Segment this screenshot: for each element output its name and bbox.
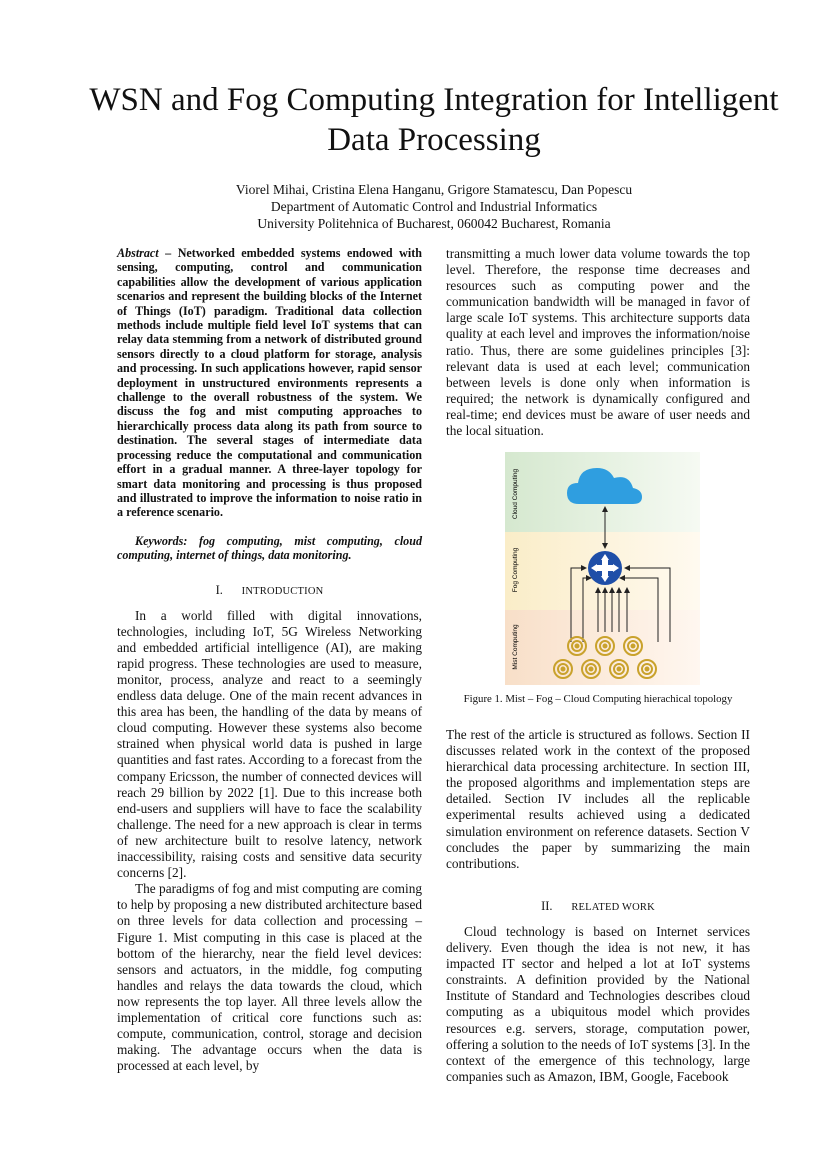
- intro-paragraph-1: In a world filled with digital innovations, technologies, including IoT, 5G Wireless Networking and embedded artificial intelligence (AI), are making rapid progress. These technologies are used to measure, monitor, process, analyze and react to a seemingly endless data deluge. One of the main recent advances in this area has been, the handling of the data by means of cloud computing. However these systems also become strained when physical world data is pushed in large quantities and fast rates. According to a forecast from the company Ericsson, the number of connected devices will reach 29 billion by 2022 [1]. Due to this increase both end-users and suppliers will have to face the scalability challenge. The need for a new approach is clear in terms of new architecture built to resolve latency, network inaccessibility, raising costs and sensitive data security concerns [2].: [117, 607, 422, 881]
- figure-topology: [505, 452, 700, 685]
- section-heading-related-work: [446, 898, 750, 916]
- section-title: RELATED WORK: [571, 901, 655, 913]
- section-title: INTRODUCTION: [241, 585, 324, 597]
- left-column: [117, 246, 422, 1074]
- right-column-top: [446, 246, 750, 439]
- author-block: [60, 181, 808, 232]
- authors: Viorel Mihai, Cristina Elena Hanganu, Grigore Stamatescu, Dan Popescu: [235, 182, 633, 197]
- abstract: [117, 246, 422, 520]
- section-heading-introduction: [117, 582, 422, 600]
- university: University Politehnica of Bucharest, 060042 Bucharest, Romania: [257, 216, 611, 231]
- topology-diagram: [505, 452, 700, 685]
- layer-label-fog: Fog Computing: [512, 547, 519, 593]
- abstract-text: – Networked embedded systems endowed with sensing, computing, control and communication capabilities allow the development of various application scenarios and represent the building blocks of the Internet of Things (IoT) paradigm. Traditional data collection methods include multiple field level IoT systems that can relay data stemming from a network of distributed ground sensors directly to a cloud platform for storage, analysis and processing. In such applications however, rapid sensor deployment in unstructured environments represents a challenge to the overall robustness of the system. We discuss the fog and mist computing approaches to hierarchically process data along its path from source to destination. The several stages of intermediate data processing reduce the computational and communication effort in a gradual manner. A three-layer topology for smart data monitoring and processing is thus proposed and illustrated to improve the information to noise ratio in a reference scenario.: [117, 246, 422, 520]
- figure-caption: Figure 1. Mist – Fog – Cloud Computing hierachical topology: [463, 693, 733, 705]
- right-paragraph-2: The rest of the article is structured as follows. Section II discusses related work in the context of the proposed hierarchical data processing architecture. In section III, the proposed algorithms and implementation steps are detailed. Section IV includes all the replicable experimental results achieved using a dedicated simulation environment on reference datasets. Section V concludes the paper by summarizing the main contributions.: [446, 727, 750, 871]
- layer-label-mist: Mist Computing: [512, 624, 519, 670]
- section-number: II.: [541, 898, 553, 913]
- right-paragraph-1: transmitting a much lower data volume towards the top level. Therefore, the response time decreases and resources such as computing power and the communication bandwidth will be managed in favor of large scale IoT systems. This architecture supports data quality at each level and improves the information/noise ratio. Thus, there are some guidelines principles [3]: relevant data is used at each level; communication between levels is done only when information is required; the network is dynamically configured and real-time; end devices must be aware of user needs and the local situation.: [446, 246, 750, 439]
- abstract-label: Abstract: [117, 246, 159, 260]
- section-number: I.: [215, 582, 223, 597]
- intro-paragraph-2: The paradigms of fog and mist computing are coming to help by proposing a new distributed architecture based on three levels for data collection and processing – Figure 1. Mist computing in this case is placed at the bottom of the hierarchy, near the field level devices: sensors and actuators, in the middle, fog computing handles and relays the data towards the cloud, which now represents the top layer. All three levels allow the implementation of critical core functions such as: compute, communication, control, storage and decision making. The advantage occurs when the data is processed at each level, by: [117, 881, 422, 1074]
- paper-title: WSN and Fog Computing Integration for Intelligent Data Processing: [89, 82, 779, 158]
- mist-band: [505, 610, 700, 685]
- layer-label-cloud: Cloud Computing: [512, 468, 519, 520]
- keywords: Keywords: fog computing, mist computing, cloud computing, internet of things, data monitoring.: [117, 533, 422, 563]
- right-column-bottom: [446, 727, 750, 1085]
- related-paragraph-1: Cloud technology is based on Internet services delivery. Even though the idea is not new, it has impacted IT sector and helped a lot at IoT systems constraints. A definition provided by the National Institute of Standard and Technologies describes cloud computing as a ubiquitous model which provides resources e.g. servers, storage, computation power, offering a solution to the needs of IoT systems [3]. In the context of the emergence of this technology, large companies such as Amazon, IBM, Google, Facebook: [446, 923, 750, 1084]
- department: Department of Automatic Control and Industrial Informatics: [270, 199, 598, 214]
- fog-router-icon: [588, 551, 622, 585]
